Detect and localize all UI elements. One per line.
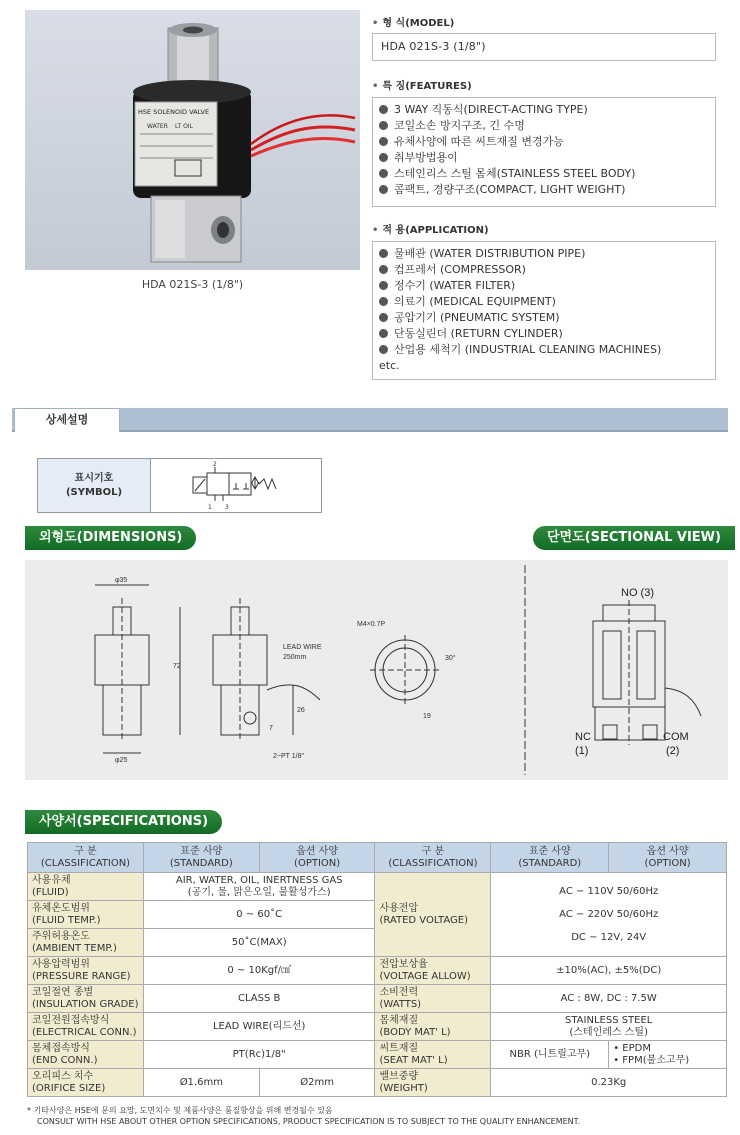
bullet-icon <box>379 169 388 178</box>
spec-value: AIR, WATER, OIL, INERTNESS GAS (공기, 물, 맑은오일, 불활성가스) <box>143 873 375 901</box>
application-list <box>372 241 716 380</box>
valve-symbol-icon <box>151 459 321 512</box>
list-item-etc: etc. <box>379 359 400 372</box>
spec-label: 사용전압 (RATED VOLTAGE) <box>375 873 491 957</box>
spec-label: 전압보상율 (VOLTAGE ALLOW) <box>375 957 491 985</box>
bullet-icon <box>379 137 388 146</box>
spec-table <box>27 842 727 1097</box>
specifications-heading: 사양서(SPECIFICATIONS) <box>25 810 222 834</box>
sect-nc: NC <box>575 731 591 743</box>
product-photo <box>25 10 360 270</box>
sect-com-num: (2) <box>666 745 680 757</box>
spec-label: 몸체접속방식 (END CONN.) <box>28 1041 144 1069</box>
spec-value: Ø1.6mm <box>143 1069 259 1097</box>
sect-no: NO (3) <box>621 587 654 599</box>
list-item: 물배관 (WATER DISTRIBUTION PIPE) <box>379 246 709 262</box>
spec-label: 밸브중량 (WEIGHT) <box>375 1069 491 1097</box>
dim-bottom-dia: φ25 <box>115 757 128 764</box>
sect-com: COM <box>663 731 689 743</box>
dim-port: 2−PT 1/8" <box>273 753 304 760</box>
list-item: 정수기 (WATER FILTER) <box>379 278 709 294</box>
spec-value: PT(Rc)1/8" <box>143 1041 375 1069</box>
dim-screw: M4×0.7P <box>357 621 386 628</box>
table-row <box>28 843 727 873</box>
list-item: 공압기기 (PNEUMATIC SYSTEM) <box>379 310 709 326</box>
list-item: 컴프레서 (COMPRESSOR) <box>379 262 709 278</box>
sectional-heading: 단면도(SECTIONAL VIEW) <box>533 526 735 550</box>
drawing-area <box>25 560 728 780</box>
spec-value: ±10%(AC), ±5%(DC) <box>491 957 727 985</box>
dim-lead-wire: LEAD WIRE <box>283 644 322 651</box>
bullet-icon <box>379 297 388 306</box>
spec-label: 유체온도범위 (FLUID TEMP.) <box>28 901 144 929</box>
dim-top-dia: φ35 <box>115 577 128 584</box>
spec-label: 코일절연 종별 (INSULATION GRADE) <box>28 985 144 1013</box>
features-heading: • 특 징(FEATURES) <box>372 81 472 92</box>
bullet-icon <box>379 105 388 114</box>
list-item: 의료기 (MEDICAL EQUIPMENT) <box>379 294 709 310</box>
spec-value: 0.23Kg <box>491 1069 727 1097</box>
spec-label: 오리피스 치수 (ORIFICE SIZE) <box>28 1069 144 1097</box>
list-item: 콤팩트, 경량구조(COMPACT, LIGHT WEIGHT) <box>379 182 709 198</box>
table-row <box>28 957 727 985</box>
bullet-icon <box>379 345 388 354</box>
symbol-label: 표시기호 (SYMBOL) <box>38 459 151 512</box>
table-row <box>28 1041 727 1069</box>
spec-value: 0 ~ 10Kgf/㎠ <box>143 957 375 985</box>
spec-value: 0 ~ 60˚C <box>143 901 375 929</box>
spec-label: 사용압력범위 (PRESSURE RANGE) <box>28 957 144 985</box>
model-heading: • 형 식(MODEL) <box>372 18 455 29</box>
col-header-class-left: 구 분 (CLASSIFICATION) <box>28 843 144 873</box>
col-header-std-right: 표준 사양 (STANDARD) <box>491 843 609 873</box>
dim-lower: 26 <box>297 707 305 714</box>
footnote-line-1: * 기타사양은 HSE에 문의 요망, 도면치수 및 제품사양은 품질향상을 위해 변경될수 있음 <box>27 1106 333 1115</box>
table-row <box>28 873 727 901</box>
col-header-opt-right: 옵션 사양 (OPTION) <box>609 843 727 873</box>
bullet-icon <box>379 313 388 322</box>
photo-label-line-1: HSE SOLENOID VALVE <box>138 108 210 116</box>
dim-angle: 30° <box>445 655 456 662</box>
dim-port-small: 7 <box>269 725 273 732</box>
list-item: 단동실린더 (RETURN CYLINDER) <box>379 326 709 342</box>
dim-width: 19 <box>423 713 431 720</box>
col-header-opt-left: 옵션 사양 (OPTION) <box>259 843 375 873</box>
bullet-icon <box>379 249 388 258</box>
list-item: 코일소손 방지구조, 긴 수명 <box>379 118 709 134</box>
sect-nc-num: (1) <box>575 745 589 757</box>
heading-bullet-icon: • <box>372 81 379 92</box>
table-row <box>28 985 727 1013</box>
port-label-2: 2 <box>213 461 217 468</box>
photo-caption: HDA 021S-3 (1/8") <box>141 278 244 291</box>
table-row <box>28 1013 727 1041</box>
port-label-3: 3 <box>225 504 229 511</box>
spec-value: STAINLESS STEEL (스테인레스 스틸) <box>491 1013 727 1041</box>
dim-lead-length: 250mm <box>283 654 307 661</box>
spec-value: 50˚C(MAX) <box>143 929 375 957</box>
bullet-icon <box>379 121 388 130</box>
spec-label: 주위허용온도 (AMBIENT TEMP.) <box>28 929 144 957</box>
list-item: 취부방법용이 <box>379 150 709 166</box>
spec-label: 몸체재질 (BODY MAT' L) <box>375 1013 491 1041</box>
col-header-class-right: 구 분 (CLASSIFICATION) <box>375 843 491 873</box>
bullet-icon <box>379 265 388 274</box>
footnote-line-2: CONSULT WITH HSE ABOUT OTHER OPTION SPECIFICATIONS, PRODUCT SPECIFICATION IS TO SUBJECT TO THE QUALITY ENHANCEMENT. <box>37 1117 581 1126</box>
spec-value: AC − 110V 50/60Hz AC − 220V 50/60Hz DC − 12V, 24V <box>491 873 727 957</box>
list-item: 스테인리스 스틸 몸체(STAINLESS STEEL BODY) <box>379 166 709 182</box>
list-item: 3 WAY 직동식(DIRECT-ACTING TYPE) <box>379 102 709 118</box>
dimensions-heading: 외형도(DIMENSIONS) <box>25 526 196 550</box>
port-label-1: 1 <box>208 504 212 511</box>
bullet-icon <box>379 329 388 338</box>
spec-label: 씨트재질 (SEAT MAT' L) <box>375 1041 491 1069</box>
tab-detail[interactable]: 상세설명 <box>14 408 120 432</box>
col-header-std-left: 표준 사양 (STANDARD) <box>143 843 259 873</box>
heading-bullet-icon: • <box>372 225 379 236</box>
spec-value: • EPDM • FPM(불소고무) <box>609 1041 727 1069</box>
spec-value: NBR (니트릴고무) <box>491 1041 609 1069</box>
dim-height: 72 <box>173 663 181 670</box>
spec-value: LEAD WIRE(리드선) <box>143 1013 375 1041</box>
list-item: 유체사양에 따른 씨트재질 변경가능 <box>379 134 709 150</box>
photo-label-line-2: WATER <box>147 123 168 130</box>
bullet-icon <box>379 281 388 290</box>
features-list <box>372 97 716 207</box>
spec-label: 소비전력 (WATTS) <box>375 985 491 1013</box>
bullet-icon <box>379 185 388 194</box>
heading-bullet-icon: • <box>372 18 379 29</box>
symbol-table <box>37 458 322 513</box>
spec-value: AC : 8W, DC : 7.5W <box>491 985 727 1013</box>
list-item: 산업용 세척기 (INDUSTRIAL CLEANING MACHINES) <box>379 342 709 358</box>
table-row <box>28 1069 727 1097</box>
photo-label-line-3: LT OIL <box>175 123 193 130</box>
bullet-icon <box>379 153 388 162</box>
spec-label: 사용유체 (FLUID) <box>28 873 144 901</box>
model-value: HDA 021S-3 (1/8") <box>372 33 716 61</box>
application-heading: • 적 용(APPLICATION) <box>372 225 489 236</box>
spec-label: 코일전원접속방식 (ELECTRICAL CONN.) <box>28 1013 144 1041</box>
spec-value: Ø2mm <box>259 1069 375 1097</box>
spec-value: CLASS B <box>143 985 375 1013</box>
